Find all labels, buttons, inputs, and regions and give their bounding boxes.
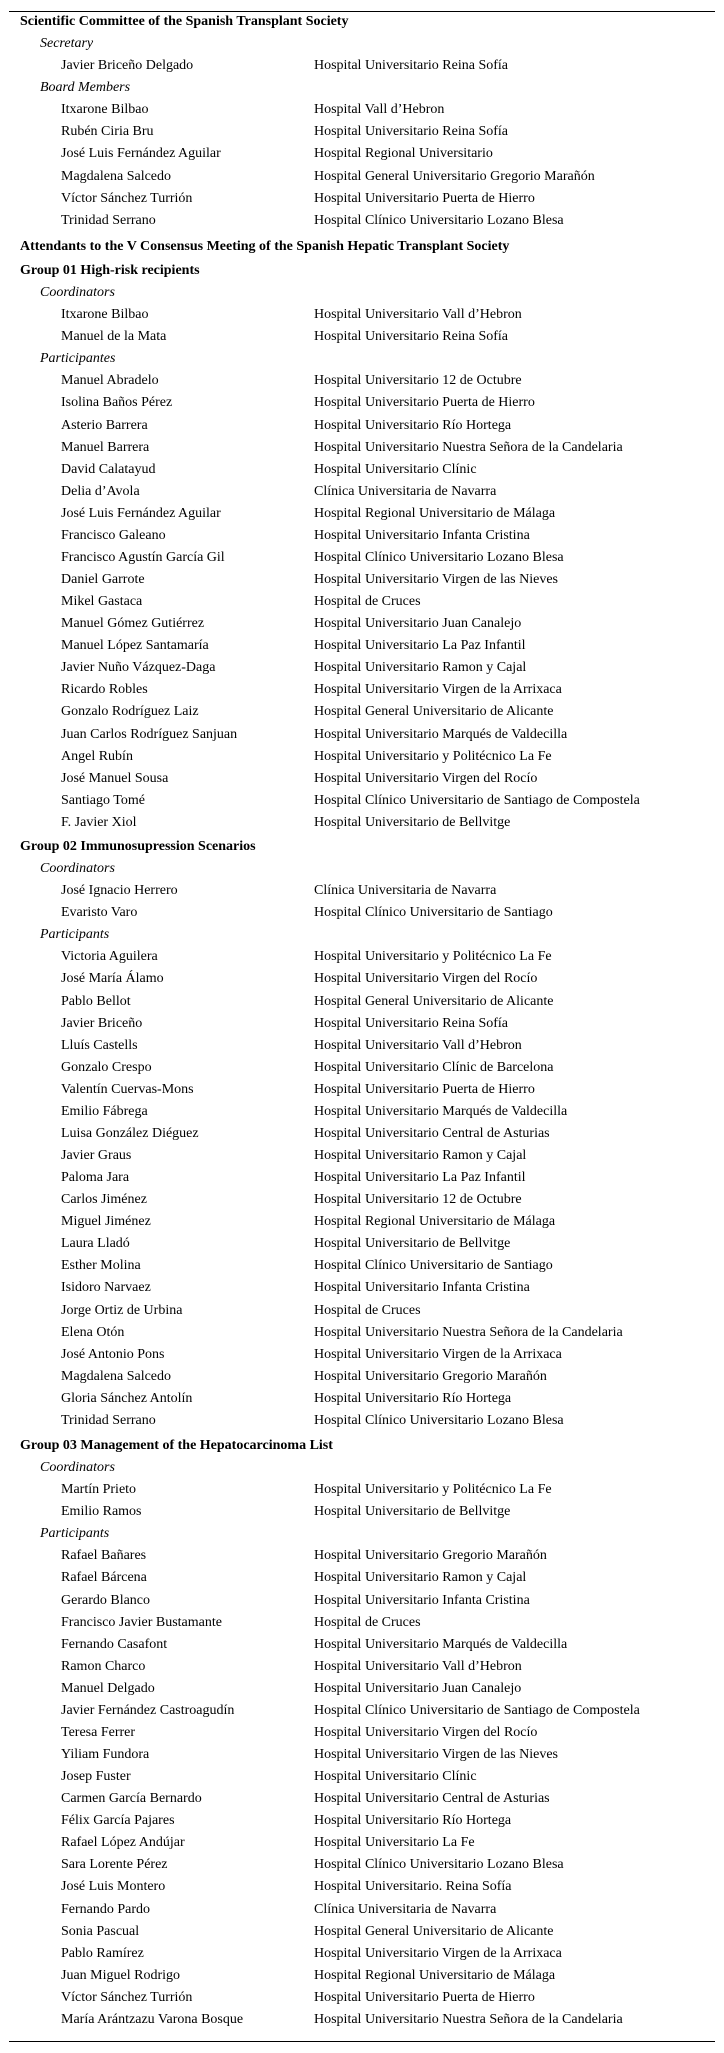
member-row xyxy=(0,56,724,76)
member-institution: Hospital Universitario Central de Asturias xyxy=(314,1125,550,1141)
member-institution: Hospital Universitario Puerta de Hierro xyxy=(314,1081,535,1097)
member-name: F. Javier Xiol xyxy=(61,814,137,830)
member-row xyxy=(0,747,724,767)
member-name: Ricardo Robles xyxy=(61,682,148,698)
member-name: Daniel Garrote xyxy=(61,572,145,587)
member-name: Manuel Barrera xyxy=(61,439,150,455)
member-row xyxy=(0,881,724,901)
member-name: Manuel Gómez Gutiérrez xyxy=(61,616,205,632)
member-institution: Hospital Universitario de Bellvitge xyxy=(314,1504,511,1520)
member-name: Martín Prieto xyxy=(61,1482,137,1498)
member-row xyxy=(0,1168,724,1188)
member-institution: Hospital de Cruces xyxy=(314,1614,421,1630)
member-row xyxy=(0,1102,724,1122)
member-row xyxy=(0,725,724,745)
member-row xyxy=(0,1411,724,1431)
member-name: Javier Graus xyxy=(61,1148,132,1163)
member-row xyxy=(0,1367,724,1387)
member-row xyxy=(0,1613,724,1633)
member-institution: Hospital Clínico Universitario Lozano Blesa xyxy=(314,1412,564,1428)
member-row xyxy=(0,1146,724,1166)
member-institution: Hospital Universitario Nuestra Señora de la Candelaria xyxy=(314,1324,623,1340)
member-row xyxy=(0,1811,724,1831)
member-row xyxy=(0,1745,724,1765)
member-row xyxy=(0,1058,724,1078)
member-name: Gonzalo Crespo xyxy=(61,1059,152,1075)
member-row xyxy=(0,1833,724,1853)
member-name: Francisco Agustín García Gil xyxy=(61,549,225,565)
member-institution: Hospital Universitario Gregorio Marañón xyxy=(314,1368,547,1384)
member-row xyxy=(0,1480,724,1500)
member-row xyxy=(0,1657,724,1677)
section-title: Group 01 High-risk recipients xyxy=(20,263,200,278)
member-row xyxy=(0,305,724,325)
member-name: Gonzalo Rodríguez Laiz xyxy=(61,704,199,720)
subsection-label: Secretary xyxy=(40,36,94,52)
member-name: José Manuel Sousa xyxy=(61,770,169,786)
member-institution: Hospital Universitario Puerta de Hierro xyxy=(314,395,535,411)
member-institution: Hospital Universitario Virgen de la Arrixaca xyxy=(314,1346,562,1362)
member-name: Manuel Abradelo xyxy=(61,373,159,389)
member-institution: Hospital Universitario Virgen del Rocío xyxy=(314,1724,538,1740)
member-name: Josep Fuster xyxy=(61,1769,131,1784)
member-row xyxy=(0,1389,724,1409)
member-row xyxy=(0,1301,724,1321)
member-row xyxy=(0,592,724,612)
member-row xyxy=(0,1966,724,1986)
member-institution: Hospital Universitario 12 de Octubre xyxy=(314,1192,522,1208)
member-name: Rafael López Andújar xyxy=(61,1835,185,1851)
member-row xyxy=(0,1789,724,1809)
member-row xyxy=(0,1080,724,1100)
member-institution: Hospital Universitario La Fe xyxy=(314,1835,475,1851)
member-row xyxy=(0,1855,724,1875)
member-name: Luisa González Diéguez xyxy=(61,1125,199,1141)
member-institution: Hospital Universitario Gregorio Marañón xyxy=(314,1548,547,1564)
subsection-label: Coordinators xyxy=(40,285,115,301)
member-row xyxy=(0,1679,724,1699)
member-institution: Hospital Universitario Clínic de Barcelona xyxy=(314,1059,554,1075)
member-institution: Hospital Regional Universitario de Málaga xyxy=(314,1214,556,1230)
member-institution: Hospital Universitario 12 de Octubre xyxy=(314,373,522,389)
member-name: Angel Rubín xyxy=(61,748,133,764)
member-row xyxy=(0,1014,724,1034)
member-institution: Hospital Universitario Vall d’Hebron xyxy=(314,1037,522,1053)
member-name: José Antonio Pons xyxy=(61,1346,165,1362)
member-row xyxy=(0,1922,724,1942)
member-institution: Hospital Universitario Marqués de Valdecilla xyxy=(314,1636,568,1652)
member-row xyxy=(0,416,724,436)
subsection-label: Participants xyxy=(40,1526,110,1542)
subsection-label: Board Members xyxy=(40,80,131,96)
member-row xyxy=(0,1723,724,1743)
member-name: Manuel de la Mata xyxy=(61,329,167,345)
member-institution: Hospital General Universitario Gregorio Marañón xyxy=(314,168,595,184)
member-name: Isidoro Narvaez xyxy=(61,1280,151,1296)
member-institution: Hospital Universitario y Politécnico La Fe xyxy=(314,1482,552,1498)
member-name: José Luis Fernández Aguilar xyxy=(61,505,221,521)
member-row xyxy=(0,393,724,413)
member-institution: Hospital de Cruces xyxy=(314,594,421,610)
member-institution: Hospital Universitario Virgen del Rocío xyxy=(314,971,538,987)
subsection-label: Coordinators xyxy=(40,861,115,877)
member-institution: Hospital Universitario Ramon y Cajal xyxy=(314,1570,527,1586)
member-name: Ramon Charco xyxy=(61,1658,146,1674)
member-name: Paloma Jara xyxy=(61,1170,130,1185)
member-row xyxy=(0,526,724,546)
member-name: Félix García Pajares xyxy=(61,1813,175,1829)
member-institution: Hospital Clínico Universitario de Santiago de Compostela xyxy=(314,1702,640,1718)
member-row xyxy=(0,1323,724,1343)
member-institution: Hospital Universitario de Bellvitge xyxy=(314,814,511,830)
member-institution: Hospital Universitario La Paz Infantil xyxy=(314,1170,526,1185)
member-institution: Hospital Universitario Río Hortega xyxy=(314,1813,512,1829)
member-institution: Hospital Clínico Universitario de Santiago de Compostela xyxy=(314,792,640,808)
member-row xyxy=(0,791,724,811)
member-name: Lluís Castells xyxy=(61,1037,138,1053)
member-row xyxy=(0,167,724,187)
member-institution: Hospital Universitario y Politécnico La Fe xyxy=(314,748,552,764)
member-institution: Hospital Universitario de Bellvitge xyxy=(314,1236,511,1252)
member-name: Francisco Javier Bustamante xyxy=(61,1614,222,1630)
member-name: Teresa Ferrer xyxy=(61,1724,136,1740)
member-institution: Hospital Universitario Nuestra Señora de la Candelaria xyxy=(314,2011,623,2027)
member-institution: Hospital Universitario Juan Canalejo xyxy=(314,616,522,632)
member-name: David Calatayud xyxy=(61,461,156,477)
member-institution: Hospital Universitario Infanta Cristina xyxy=(314,527,530,543)
member-name: Fernando Pardo xyxy=(61,1901,151,1917)
member-row xyxy=(0,189,724,209)
member-name: Rafael Bárcena xyxy=(61,1570,147,1586)
member-row xyxy=(0,702,724,722)
bottom-rule xyxy=(9,2041,715,2042)
member-row xyxy=(0,636,724,656)
member-name: Gloria Sánchez Antolín xyxy=(61,1390,193,1406)
member-institution: Hospital Clínico Universitario de Santiago xyxy=(314,905,553,921)
member-name: Javier Nuño Vázquez-Daga xyxy=(61,660,216,676)
member-institution: Hospital Universitario Juan Canalejo xyxy=(314,1680,522,1696)
member-institution: Hospital Universitario Reina Sofía xyxy=(314,58,509,74)
member-name: Rubén Ciria Bru xyxy=(61,124,154,140)
member-name: Pablo Bellot xyxy=(61,993,131,1009)
member-name: Valentín Cuervas-Mons xyxy=(61,1081,194,1097)
member-name: Itxarone Bilbao xyxy=(61,307,149,323)
member-name: Javier Briceño xyxy=(61,1015,143,1031)
member-institution: Hospital Universitario Ramon y Cajal xyxy=(314,1148,527,1163)
member-institution: Hospital Regional Universitario de Málaga xyxy=(314,505,556,521)
member-institution: Hospital Universitario Reina Sofía xyxy=(314,1015,509,1031)
member-row xyxy=(0,1124,724,1144)
member-institution: Hospital de Cruces xyxy=(314,1302,421,1318)
member-name: Magdalena Salcedo xyxy=(61,1368,172,1384)
member-row xyxy=(0,813,724,833)
member-name: Juan Carlos Rodríguez Sanjuan xyxy=(61,726,238,742)
member-name: José María Álamo xyxy=(61,971,164,987)
member-row xyxy=(0,100,724,120)
member-institution: Hospital General Universitario de Alicante xyxy=(314,1923,554,1939)
member-institution: Hospital Clínico Universitario de Santiago xyxy=(314,1258,553,1274)
member-row xyxy=(0,614,724,634)
member-institution: Hospital Universitario Central de Asturias xyxy=(314,1791,550,1807)
member-name: Fernando Casafont xyxy=(61,1636,168,1652)
member-row xyxy=(0,438,724,458)
member-name: José Ignacio Herrero xyxy=(61,883,178,899)
member-name: Trinidad Serrano xyxy=(61,212,156,228)
member-row xyxy=(0,144,724,164)
section-title: Attendants to the V Consensus Meeting of the Spanish Hepatic Transplant Society xyxy=(20,239,510,254)
member-institution: Hospital Universitario Infanta Cristina xyxy=(314,1280,530,1296)
member-row xyxy=(0,903,724,923)
member-name: Evaristo Varo xyxy=(61,905,138,921)
subsection-label: Participants xyxy=(40,927,110,943)
member-row xyxy=(0,122,724,142)
member-institution: Hospital Universitario Virgen de las Nieves xyxy=(314,1747,558,1762)
member-name: Sonia Pascual xyxy=(61,1923,140,1939)
member-name: Delia d’Avola xyxy=(61,483,140,499)
member-name: Manuel Delgado xyxy=(61,1680,155,1696)
member-institution: Clínica Universitaria de Navarra xyxy=(314,883,497,899)
member-institution: Hospital Universitario Virgen de las Nieves xyxy=(314,572,558,587)
member-name: Víctor Sánchez Turrión xyxy=(61,1989,193,2005)
subsection-label: Coordinators xyxy=(40,1460,115,1476)
member-name: Emilio Fábrega xyxy=(61,1103,148,1119)
member-institution: Hospital Vall d’Hebron xyxy=(314,102,445,118)
member-institution: Hospital Universitario Vall d’Hebron xyxy=(314,307,522,323)
member-name: Isolina Baños Pérez xyxy=(61,395,173,411)
member-name: Mikel Gastaca xyxy=(61,594,143,610)
member-row xyxy=(0,211,724,231)
member-name: Carlos Jiménez xyxy=(61,1192,147,1208)
member-institution: Hospital Universitario. Reina Sofía xyxy=(314,1879,512,1895)
member-name: Emilio Ramos xyxy=(61,1504,142,1520)
member-row xyxy=(0,1036,724,1056)
member-name: Santiago Tomé xyxy=(61,792,145,808)
member-row xyxy=(0,1568,724,1588)
member-row xyxy=(0,769,724,789)
member-name: José Luis Montero xyxy=(61,1879,166,1895)
member-institution: Hospital Universitario Puerta de Hierro xyxy=(314,190,535,206)
member-row xyxy=(0,327,724,347)
section-title: Group 03 Management of the Hepatocarcinoma List xyxy=(20,1438,333,1453)
member-institution: Hospital Universitario Río Hortega xyxy=(314,417,512,433)
member-name: Javier Fernández Castroagudín xyxy=(61,1702,235,1718)
member-row xyxy=(0,1635,724,1655)
member-name: Rafael Bañares xyxy=(61,1548,147,1564)
member-institution: Hospital General Universitario de Alicante xyxy=(314,704,554,720)
member-institution: Hospital Clínico Universitario Lozano Blesa xyxy=(314,549,564,565)
member-institution: Hospital Universitario Virgen de la Arrixaca xyxy=(314,1945,562,1961)
member-institution: Hospital Universitario La Paz Infantil xyxy=(314,638,526,654)
member-institution: Hospital Universitario Marqués de Valdecilla xyxy=(314,1103,568,1119)
member-institution: Hospital Clínico Universitario Lozano Blesa xyxy=(314,212,564,228)
member-name: Itxarone Bilbao xyxy=(61,102,149,118)
member-row xyxy=(0,1591,724,1611)
member-institution: Hospital Universitario Puerta de Hierro xyxy=(314,1989,535,2005)
section-title: Scientific Committee of the Spanish Transplant Society xyxy=(20,14,349,29)
subsection-label: Participantes xyxy=(40,351,116,367)
member-row xyxy=(0,1502,724,1522)
member-institution: Hospital Universitario Reina Sofía xyxy=(314,124,509,140)
member-row xyxy=(0,1278,724,1298)
member-row xyxy=(0,1234,724,1254)
member-row xyxy=(0,1212,724,1232)
member-name: María Arántzazu Varona Bosque xyxy=(61,2011,244,2027)
member-row xyxy=(0,482,724,502)
member-row xyxy=(0,969,724,989)
member-row xyxy=(0,1701,724,1721)
member-row xyxy=(0,460,724,480)
member-name: Asterio Barrera xyxy=(61,417,148,433)
member-name: Trinidad Serrano xyxy=(61,1412,156,1428)
member-name: Laura Lladó xyxy=(61,1236,130,1252)
member-institution: Hospital Universitario Virgen de la Arrixaca xyxy=(314,682,562,698)
member-institution: Hospital Universitario Ramon y Cajal xyxy=(314,660,527,676)
section-title: Group 02 Immunosupression Scenarios xyxy=(20,839,256,854)
member-name: Jorge Ortiz de Urbina xyxy=(61,1302,183,1318)
member-row xyxy=(0,992,724,1012)
member-name: Sara Lorente Pérez xyxy=(61,1857,168,1873)
member-institution: Hospital Universitario Clínic xyxy=(314,461,477,477)
member-name: Carmen García Bernardo xyxy=(61,1791,202,1807)
member-name: José Luis Fernández Aguilar xyxy=(61,146,221,162)
member-name: Esther Molina xyxy=(61,1258,141,1274)
member-institution: Hospital Universitario y Politécnico La Fe xyxy=(314,949,552,965)
member-institution: Hospital Regional Universitario de Málaga xyxy=(314,1967,556,1983)
member-name: Miguel Jiménez xyxy=(61,1214,151,1230)
member-row xyxy=(0,680,724,700)
member-institution: Clínica Universitaria de Navarra xyxy=(314,1901,497,1917)
member-institution: Hospital Universitario Reina Sofía xyxy=(314,329,509,345)
member-row xyxy=(0,1345,724,1365)
member-institution: Hospital Universitario Clínic xyxy=(314,1769,477,1784)
member-institution: Hospital Universitario Río Hortega xyxy=(314,1390,512,1406)
member-row xyxy=(0,1944,724,1964)
member-institution: Hospital Universitario Virgen del Rocío xyxy=(314,770,538,786)
member-name: Pablo Ramírez xyxy=(61,1945,144,1961)
member-name: Victoria Aguilera xyxy=(61,949,158,965)
member-institution: Hospital Clínico Universitario Lozano Blesa xyxy=(314,1857,564,1873)
member-row xyxy=(0,1767,724,1787)
member-row xyxy=(0,1546,724,1566)
member-row xyxy=(0,371,724,391)
member-name: Magdalena Salcedo xyxy=(61,168,172,184)
member-name: Víctor Sánchez Turrión xyxy=(61,190,193,206)
member-row xyxy=(0,1988,724,2008)
member-row xyxy=(0,1877,724,1897)
member-name: Elena Otón xyxy=(61,1324,125,1340)
member-institution: Hospital Universitario Marqués de Valdecilla xyxy=(314,726,568,742)
member-institution: Hospital Universitario Nuestra Señora de la Candelaria xyxy=(314,439,623,455)
member-row xyxy=(0,1900,724,1920)
member-row xyxy=(0,548,724,568)
member-name: Manuel López Santamaría xyxy=(61,638,209,654)
member-institution: Hospital Universitario Vall d’Hebron xyxy=(314,1658,522,1674)
member-row xyxy=(0,2010,724,2030)
member-row xyxy=(0,1190,724,1210)
member-row xyxy=(0,1256,724,1276)
member-name: Juan Miguel Rodrigo xyxy=(61,1967,180,1983)
member-name: Gerardo Blanco xyxy=(61,1592,151,1608)
member-institution: Hospital Regional Universitario xyxy=(314,146,493,162)
member-row xyxy=(0,658,724,678)
member-row xyxy=(0,947,724,967)
member-name: Yiliam Fundora xyxy=(61,1747,150,1762)
member-institution: Hospital General Universitario de Alicante xyxy=(314,993,554,1009)
member-name: Javier Briceño Delgado xyxy=(61,58,194,74)
member-institution: Hospital Universitario Infanta Cristina xyxy=(314,1592,530,1608)
member-row xyxy=(0,570,724,590)
member-institution: Clínica Universitaria de Navarra xyxy=(314,483,497,499)
member-name: Francisco Galeano xyxy=(61,527,166,543)
member-row xyxy=(0,504,724,524)
